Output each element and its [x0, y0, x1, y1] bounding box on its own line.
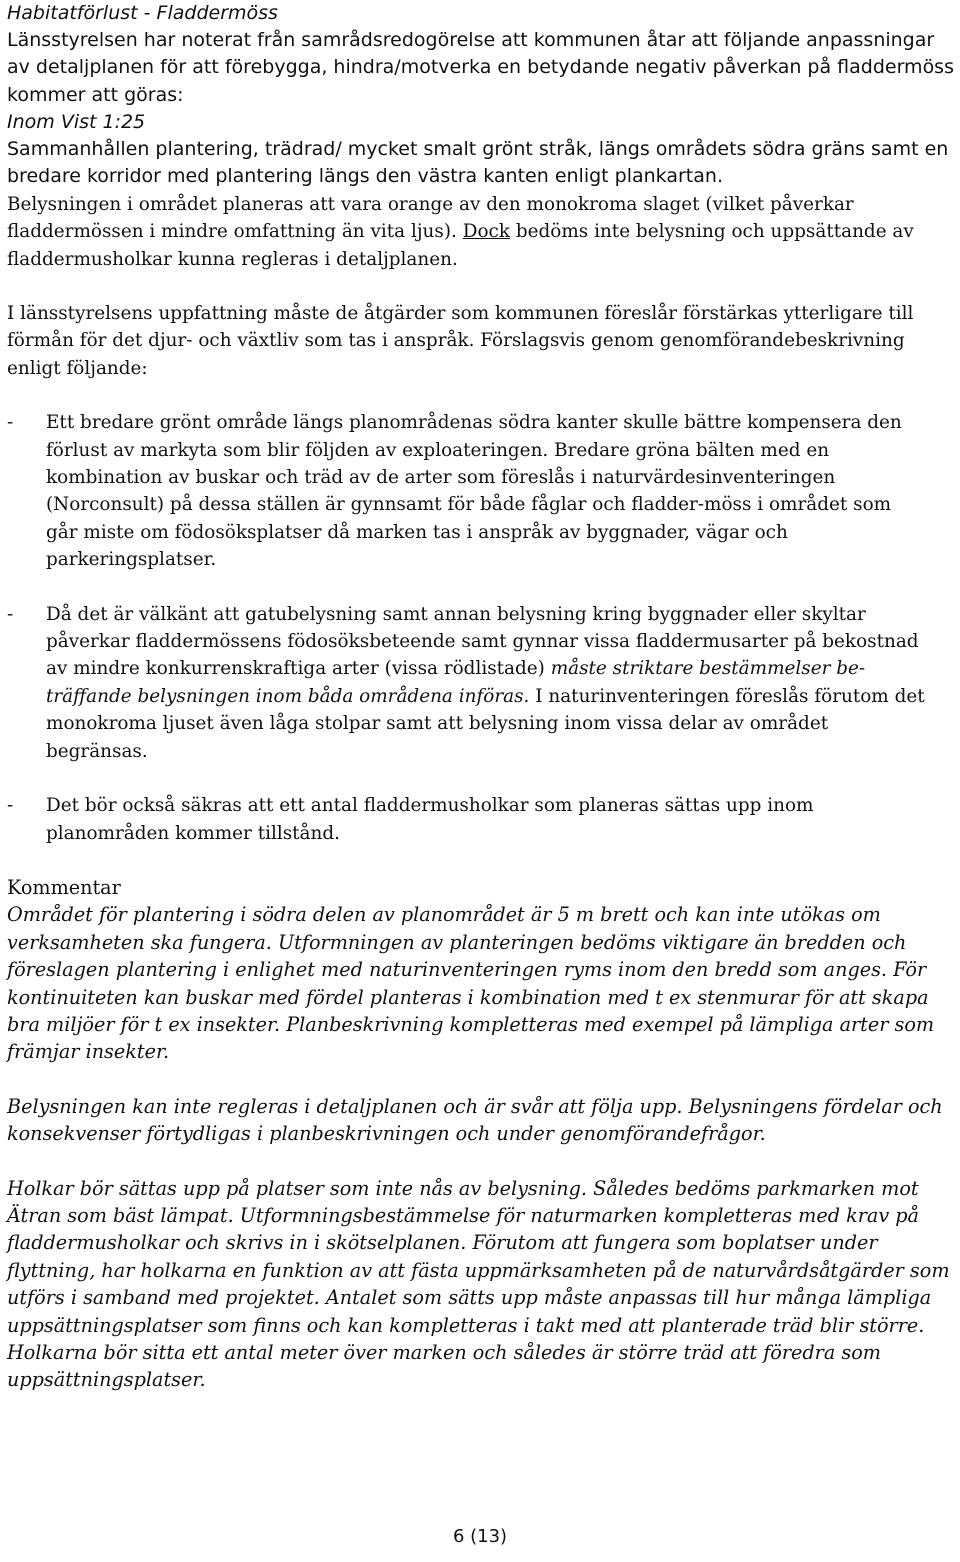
- kommentar-paragraph: Belysningen kan inte regleras i detaljplanen och är svår att följa upp. Belysningens fördelar och konsekvenser förtydligas i planbeskrivningen och under genomförandefrågor.: [7, 1094, 943, 1146]
- item2-start: Då det är välkänt att gatubelysning samt annan belysning kring byggnader eller skyltar påverkar fladdermössens födosöksbeteende samt gynnar vissa fladdermusarter på bekostnad av mindre konkurrenskraftiga arter (vissa rödlistade): [46, 603, 919, 680]
- list-item: [7, 601, 957, 765]
- page-number: 6 (13): [452, 1526, 508, 1547]
- kommentar-paragraph: Området för plantering i södra delen av planområdet är 5 m brett och kan inte utökas om verksamheten ska fungera. Utformningen av planteringen bedöms viktigare än bredden och föreslagen plantering i enlighet med naturinventeringen ryms inom den bredd som anges. För kontinuiteten kan buskar med fördel planteras i kombination med t ex stenmurar för att skapa bra miljöer för t ex insekter. Planbeskrivning kompletteras med exempel på lämpliga arter som främjar insekter.: [7, 903, 935, 1064]
- item2-end: I naturinventeringen föreslås förutom det monokroma ljuset även låga stolpar samt att belysning inom vissa delar av området begränsas.: [46, 685, 925, 762]
- dock-underlined: Dock: [462, 221, 510, 243]
- list-dash: -: [7, 795, 14, 817]
- intro-block: [7, 27, 957, 191]
- list-item: [7, 409, 957, 573]
- item2-italic: måste striktare bestämmelser be-träffande belysningen inom båda områdena införas.: [46, 658, 866, 707]
- belysning-paragraph: [7, 191, 957, 273]
- belysning-block: [7, 191, 957, 273]
- list-item-text: [46, 601, 926, 765]
- list-item-text: Det bör också säkras att ett antal fladdermusholkar som planeras sättas upp inom planområden kommer tillstånd.: [46, 795, 814, 844]
- intro-paragraph: Länsstyrelsen har noterat från samrådsredogörelse att kommunen åtar att följande anpassningar av detaljplanen för att förebygga, hindra/motverka en betydande negativ påverkan på fladdermöss kommer att göras:: [7, 29, 954, 106]
- section-heading: Habitatförlust - Fladdermöss: [7, 2, 278, 24]
- belysning-text-end: bedöms inte belysning och uppsättande av fladdermusholkar kunna regleras i detaljplanen.: [7, 221, 914, 270]
- list-dash: -: [7, 412, 14, 434]
- intro-plantering: Sammanhållen plantering, trädrad/ mycket smalt grönt stråk, längs områdets södra gräns samt en bredare korridor med plantering längs den västra kanten enligt plankartan.: [7, 138, 949, 188]
- kommentar-block: [7, 874, 957, 1394]
- vist-label: Inom Vist 1:25: [7, 110, 146, 133]
- list-item-text: Ett bredare grönt område längs planområdenas södra kanter skulle bättre kompensera den förlust av markyta som blir följden av exploateringen. Bredare gröna bälten med en kombination av buskar och träd av de arter som föreslås i naturvärdesinventeringen (Norconsult) på dessa ställen är gynnsamt för både fåglar och fladder-möss i området som går miste om födosöksplatser då marken tas i anspråk av byggnader, vägar och parkeringsplatser.: [46, 412, 902, 571]
- kommentar-label: Kommentar: [7, 875, 121, 899]
- kommentar-paragraph: Holkar bör sättas upp på platser som inte nås av belysning. Således bedöms parkmarken mot Ätran som bäst lämpat. Utformningsbestämmelse för naturmarken kompletteras med krav på fladdermusholkar och skrivs in i skötselplanen. Förutom att fungera som boplatser under flyttning, har holkarna en funktion av att fästa uppmärksamheten på de naturvårdsåtgärder som utförs i samband med projektet. Antalet som sätts upp måste anpassas till hur många lämpliga uppsättningsplatser som finns och kan kompletteras i takt med att planterade träd blir större. Holkarna bör sitta ett antal meter över marken och således är större träd att föredra som uppsättningsplatser.: [7, 1176, 950, 1392]
- document-page: [7, 0, 957, 1394]
- belysning-text: Belysningen i området planeras att vara orange av den monokroma slaget (vilket påverkar fladdermössen i mindre omfattning än vita ljus).: [7, 193, 854, 243]
- list-item: [7, 792, 957, 847]
- lansstyrelse-block: [7, 300, 957, 382]
- lansstyrelse-paragraph: I länsstyrelsens uppfattning måste de åtgärder som kommunen föreslår förstärkas ytterligare till förmån för det djur- och växtliv som tas i anspråk. Förslagsvis genom genomförandebeskrivning enligt följande:: [7, 303, 914, 379]
- list-dash: -: [7, 603, 14, 625]
